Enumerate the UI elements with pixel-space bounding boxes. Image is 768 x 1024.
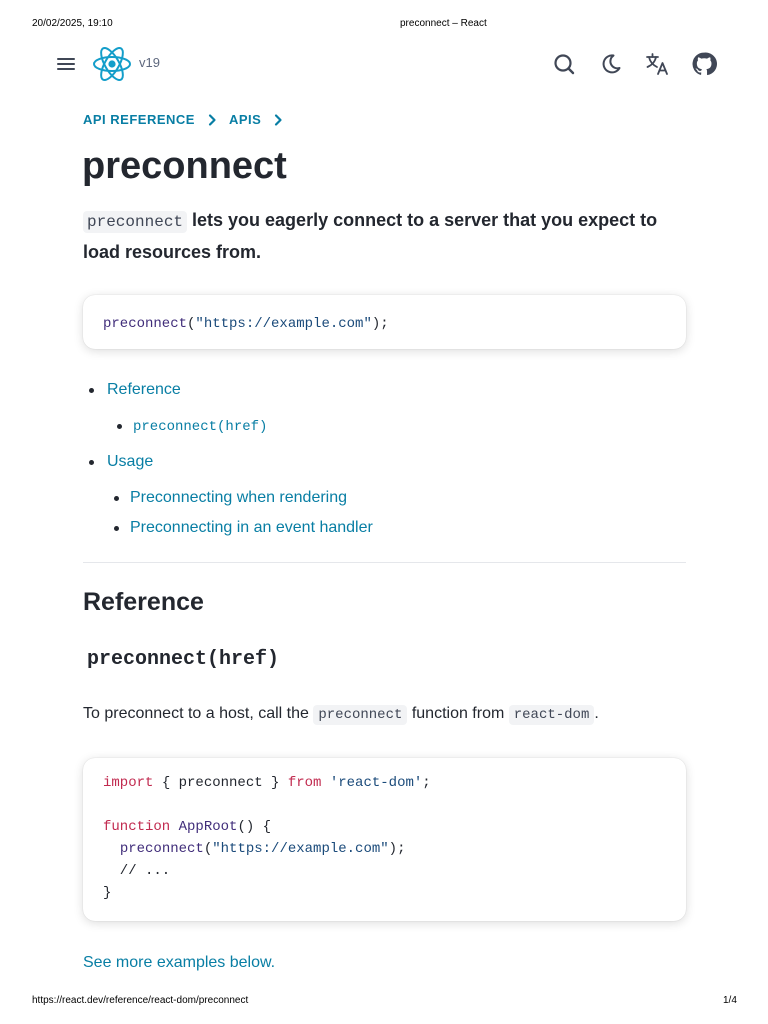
code-line: [103, 816, 431, 838]
code-string: 'react-dom': [321, 775, 423, 791]
instruction-text: To preconnect to a host, call the: [83, 705, 314, 722]
code-function: AppRoot: [170, 819, 238, 835]
code-text: );: [388, 841, 406, 857]
code-line: [103, 313, 389, 335]
breadcrumb-apis[interactable]: APIS: [228, 112, 262, 127]
top-nav: [0, 44, 768, 84]
inline-code: preconnect: [313, 705, 407, 725]
intro-paragraph: [83, 205, 683, 267]
code-keyword: import: [103, 775, 154, 791]
bullet: [89, 388, 94, 393]
code-lines: [103, 772, 431, 904]
toc-item-usage[interactable]: [83, 450, 683, 480]
section-divider: [83, 562, 686, 563]
code-string: "https://example.com": [212, 841, 389, 857]
breadcrumb: [83, 112, 289, 127]
translate-icon[interactable]: [644, 51, 670, 77]
code-keyword: from: [287, 775, 322, 791]
code-text: { preconnect }: [153, 775, 288, 791]
chevron-right-icon: [271, 113, 285, 127]
code-paren: );: [371, 316, 389, 332]
bullet: [89, 460, 94, 465]
toc-link[interactable]: Preconnecting when rendering: [130, 489, 348, 506]
print-page-number: 1/4: [723, 995, 737, 1006]
bullet: [117, 424, 122, 429]
api-heading: preconnect(href): [87, 648, 280, 671]
toc-link[interactable]: Reference: [107, 381, 181, 398]
code-function: preconnect: [119, 841, 204, 857]
toc-link[interactable]: Usage: [107, 453, 154, 470]
search-icon[interactable]: [551, 51, 577, 77]
see-more-link[interactable]: See more examples below.: [83, 954, 276, 971]
instruction-paragraph: [83, 702, 599, 727]
code-line: [103, 838, 431, 860]
code-string: "https://example.com": [195, 316, 372, 332]
code-comment: // ...: [103, 863, 171, 879]
code-text: () {: [237, 819, 272, 835]
code-text: ;: [422, 775, 431, 791]
toc-item-preconnecting-event-handler[interactable]: [83, 516, 683, 546]
version-label[interactable]: v19: [139, 55, 160, 70]
code-indent: [103, 841, 120, 857]
toc-item-reference[interactable]: [83, 378, 683, 408]
toc-item-preconnecting-rendering[interactable]: [83, 486, 683, 516]
table-of-contents: [83, 378, 683, 546]
toc-link[interactable]: Preconnecting in an event handler: [130, 519, 373, 536]
print-datetime: 20/02/2025, 19:10: [32, 18, 113, 29]
instruction-text: function from: [407, 705, 509, 722]
code-paren: (: [203, 841, 213, 857]
reference-heading: Reference: [83, 588, 204, 616]
chevron-right-icon: [205, 113, 219, 127]
toc-link-label: preconnect(href): [133, 419, 268, 435]
breadcrumb-api-reference[interactable]: API REFERENCE: [83, 112, 195, 127]
print-url: https://react.dev/reference/react-dom/preconnect: [32, 995, 249, 1006]
code-line: }: [103, 885, 112, 901]
intro-text: lets you eagerly connect to a server that you expect to load resources from.: [83, 210, 658, 262]
instruction-text: .: [594, 705, 599, 722]
code-line-blank: [103, 794, 431, 816]
signature-code-block: [83, 295, 686, 349]
bullet: [114, 526, 119, 531]
moon-icon[interactable]: [598, 51, 624, 77]
react-logo[interactable]: [91, 45, 133, 83]
inline-code: react-dom: [509, 705, 595, 725]
bullet: [114, 496, 119, 501]
code-line: [103, 772, 431, 794]
toc-item-preconnect-href[interactable]: [83, 414, 683, 444]
intro-code: preconnect: [83, 211, 187, 233]
example-code-block: [83, 758, 686, 921]
toc-link[interactable]: [133, 417, 267, 434]
code-function: preconnect: [103, 316, 188, 332]
print-title: preconnect – React: [400, 18, 487, 29]
code-keyword: function: [103, 819, 171, 835]
code-paren: (: [187, 316, 196, 332]
page-title: preconnect: [82, 145, 287, 187]
menu-icon[interactable]: [55, 54, 77, 74]
github-icon[interactable]: [691, 51, 717, 77]
